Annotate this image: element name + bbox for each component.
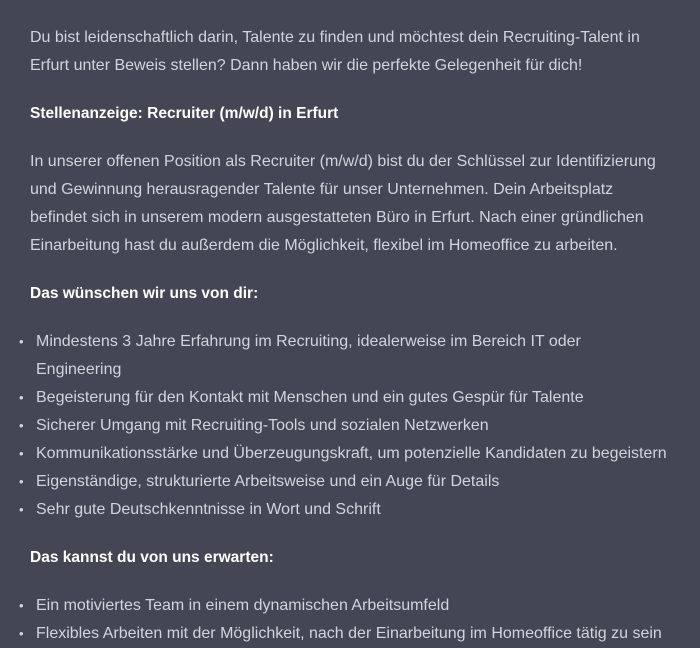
description-paragraph: In unserer offenen Position als Recruiter (m/w/d) bist du der Schlüssel zur Identifizierung und Gewinnung herausragender Talente für unser Unternehmen. Dein Arbeitsplatz befindet sich in unserem modern ausgestatteten Büro in Erfurt. Nach einer gründlichen Einarbeitung hast du außerdem die Möglichkeit, flexibel im Homeoffice zu arbeiten.: [30, 153, 656, 254]
job-title-heading: Stellenanzeige: Recruiter (m/w/d) in Erfurt: [30, 105, 339, 122]
list-item: • Sehr gute Deutschkenntnisse in Wort und Schrift: [30, 496, 670, 524]
list-item: • Ein motiviertes Team in einem dynamischen Arbeitsumfeld: [30, 592, 670, 620]
list-item: • Kommunikationsstärke und Überzeugungskraft, um potenzielle Kandidaten zu begeistern: [30, 440, 670, 468]
requirements-list: [30, 328, 670, 524]
list-item: • Flexibles Arbeiten mit der Möglichkeit, nach der Einarbeitung im Homeoffice tätig zu sein: [30, 620, 670, 648]
offer-heading: Das kannst du von uns erwarten:: [30, 549, 274, 566]
requirements-heading: Das wünschen wir uns von dir:: [30, 285, 259, 302]
list-item: • Mindestens 3 Jahre Erfahrung im Recruiting, idealerweise im Bereich IT oder Engineering: [30, 328, 670, 384]
intro-paragraph: Du bist leidenschaftlich darin, Talente zu finden und möchtest dein Recruiting-Talent in Erfurt unter Beweis stellen? Dann haben wir die perfekte Gelegenheit für dich!: [30, 29, 640, 74]
list-item: • Eigenständige, strukturierte Arbeitsweise und ein Auge für Details: [30, 468, 670, 496]
list-item: • Sicherer Umgang mit Recruiting-Tools und sozialen Netzwerken: [30, 412, 670, 440]
list-item: • Begeisterung für den Kontakt mit Menschen und ein gutes Gespür für Talente: [30, 384, 670, 412]
